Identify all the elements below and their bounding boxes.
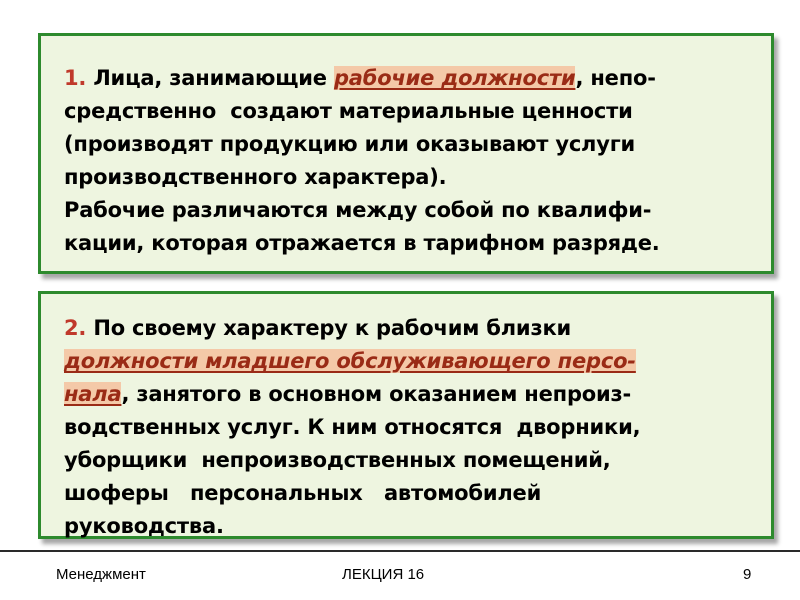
- paragraph-2-line: шоферы персональных автомобилей: [64, 481, 542, 505]
- highlighted-term: нала: [64, 382, 122, 406]
- item-number: 1.: [64, 66, 87, 90]
- paragraph-1-line: производственного характера).: [64, 165, 447, 189]
- footer-lecture-title: ЛЕКЦИЯ 16: [342, 566, 425, 583]
- paragraph-1-line: (производят продукцию или оказывают услуги: [64, 132, 636, 156]
- paragraph-2-line: водственных услуг. К ним относятся дворники,: [64, 415, 641, 439]
- text-span: , занятого в основном оказанием непроиз-: [121, 382, 632, 406]
- paragraph-1-line: средственно создают материальные ценности: [64, 99, 633, 123]
- footer-divider: [0, 550, 800, 552]
- paragraph-2-line: [64, 378, 764, 411]
- paragraph-2: [64, 312, 764, 543]
- highlighted-term: должности младшего обслуживающего персо-: [64, 349, 636, 373]
- paragraph-1-line: [64, 62, 764, 95]
- text-box-2: [38, 291, 774, 539]
- paragraph-2-line: руководства.: [64, 514, 224, 538]
- paragraph-2-line: [64, 312, 764, 345]
- paragraph-1-line: Рабочие различаются между собой по квалифи-: [64, 198, 652, 222]
- text-box-1: [38, 33, 774, 274]
- paragraph-2-line: уборщики непроизводственных помещений,: [64, 448, 611, 472]
- footer-course-name: Менеджмент: [56, 566, 146, 583]
- text-span: Лица, занимающие: [86, 66, 334, 90]
- text-span: По своему характеру к рабочим близки: [86, 316, 572, 340]
- text-span: , непо-: [575, 66, 656, 90]
- paragraph-1-line: кации, которая отражается в тарифном разряде.: [64, 231, 660, 255]
- paragraph-1: [64, 62, 764, 260]
- highlighted-term: рабочие должности: [333, 66, 576, 90]
- item-number: 2.: [64, 316, 87, 340]
- paragraph-2-line: [64, 345, 764, 378]
- footer-page-number: 9: [743, 566, 752, 583]
